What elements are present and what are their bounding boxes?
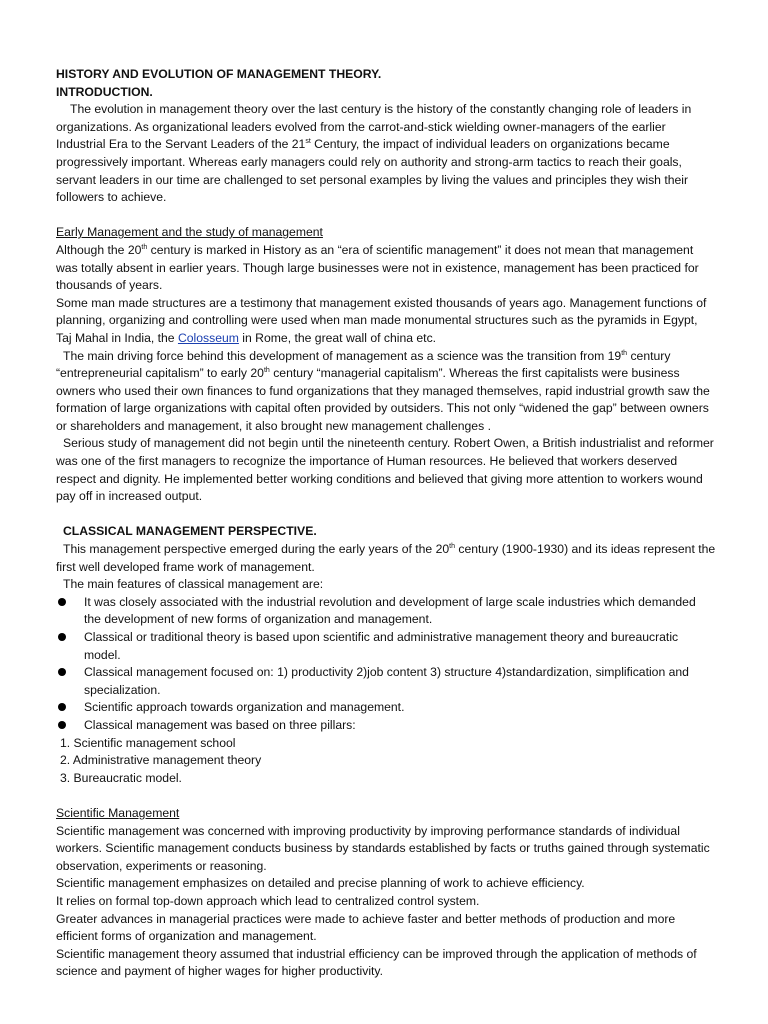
bullet-icon [58,668,66,676]
list-item [56,717,716,735]
list-item [56,699,716,717]
superscript: th [449,543,455,551]
list-item-text: Classical management was based on three pillars: [84,717,356,732]
bullet-icon [58,633,66,641]
bullet-icon [58,703,66,711]
list-item: 1. Scientific management school [60,735,236,750]
early-paragraph-3 [56,348,716,436]
list-item-text: Scientific approach towards organization and management. [84,700,405,715]
text: century (1900-1930) and its ideas represent the first well developed frame work of management. [56,542,716,574]
superscript: th [263,367,270,375]
intro-text: The evolution in management theory over the last century is the history of the constantly changing role of leaders in organizations. As organizational leaders evolved from the carrot-and-stick wielding owner-managers of the earlier Industrial Era to the Servant Leaders of the 21 [56,102,692,152]
spacer [56,207,716,225]
early-paragraph-1 [56,242,716,295]
colosseum-link[interactable]: Colosseum [177,330,239,345]
list-item-text: Classical or traditional theory is based upon scientific and administrative management theory and bureaucratic model. [84,630,679,662]
text: century “entrepreneurial capitalism” to early 20 [56,348,671,381]
list-item-text: It was closely associated with the industrial revolution and development of large scale industries which demanded the development of new forms of organization and management. [84,594,696,627]
list-item [56,594,716,629]
classical-paragraph-1 [56,541,716,576]
document-page [56,66,716,981]
bullet-icon [58,721,66,729]
section-heading-early-management: Early Management and the study of management [56,225,323,240]
list-item: 2. Administrative management theory [60,753,262,768]
list-item: 3. Bureaucratic model. [60,770,182,785]
scientific-paragraph: It relies on formal top-down approach which lead to centralized control system. [56,893,480,908]
list-item-text: Classical management focused on: 1) productivity 2)job content 3) structure 4)standardization, simplification and specialization. [84,665,689,697]
classical-paragraph-2: The main features of classical management are: [63,577,324,592]
superscript: th [621,349,628,357]
superscript: th [141,243,148,251]
scientific-paragraph: Scientific management was concerned with improving productivity by improving performance standards of individual workers. Scientific management conducts business by standards established by facts or truths gained through systematic observation, experiments or reasoning. [56,823,710,873]
features-bullet-list [56,594,716,735]
early-paragraph-2 [56,295,716,348]
text: Some man made structures are a testimony that management existed thousands of years ago. Management functions of planning, organizing and controlling were used when man made monumental structures such as the pyramids in Egypt, Taj Mahal in India, the [56,295,707,345]
text: century is marked in History as an “era of scientific management” it does not mean that management was totally absent in earlier years. Though large businesses were not in existence, management has been practiced for thousands of years. [56,242,699,293]
pillars-list [56,735,716,788]
text: century “managerial capitalism”. Whereas the first capitalists were business owners who used their own finances to fund organizations that they managed themselves, rapid industrial growth saw the formation of large organizations with capital often provided by outsiders. This not only “widened the gap” between owners or shareholders and management, it also brought new management challenges . [56,366,710,433]
section-heading-scientific: Scientific Management [56,805,180,820]
text: Although the 20 [56,242,142,257]
list-item [56,664,716,699]
text: in Rome, the great wall of china etc. [238,330,437,345]
scientific-paragraph: Greater advances in managerial practices were made to achieve faster and better methods of production and more efficient forms of organization and management. [56,911,676,944]
section-heading-classical: CLASSICAL MANAGEMENT PERSPECTIVE. [63,524,317,539]
text: The main driving force behind this development of management as a science was the transition from 19 [63,348,622,363]
intro-heading: INTRODUCTION. [56,84,153,99]
text: This management perspective emerged during the early years of the 20 [63,542,450,557]
superscript: st [305,138,311,146]
document-title: HISTORY AND EVOLUTION OF MANAGEMENT THEORY. [56,67,382,81]
list-item [56,629,716,664]
scientific-paragraph: Scientific management emphasizes on detailed and precise planning of work to achieve efficiency. [56,876,585,891]
spacer [56,787,716,805]
intro-text-cont: Century, the impact of individual leaders on organizations became progressively important. Whereas early managers could rely on authority and strong-arm tactics to reach their goals, servant leaders in our time are challenged to set personal examples by living the values and principles they wish their followers to achieve. [56,137,689,205]
spacer [56,506,716,524]
scientific-paragraph: Scientific management theory assumed that industrial efficiency can be improved through the application of methods of science and payment of higher wages for higher productivity. [56,946,697,979]
early-paragraph-4: Serious study of management did not begin until the nineteenth century. Robert Owen, a British industrialist and reformer was one of the first managers to recognize the importance of Human resources. He believed that workers deserved respect and dignity. He implemented better working conditions and believed that giving more attention to workers wound pay off in increased output. [56,436,714,504]
bullet-icon [58,598,66,606]
intro-paragraph [56,101,716,207]
